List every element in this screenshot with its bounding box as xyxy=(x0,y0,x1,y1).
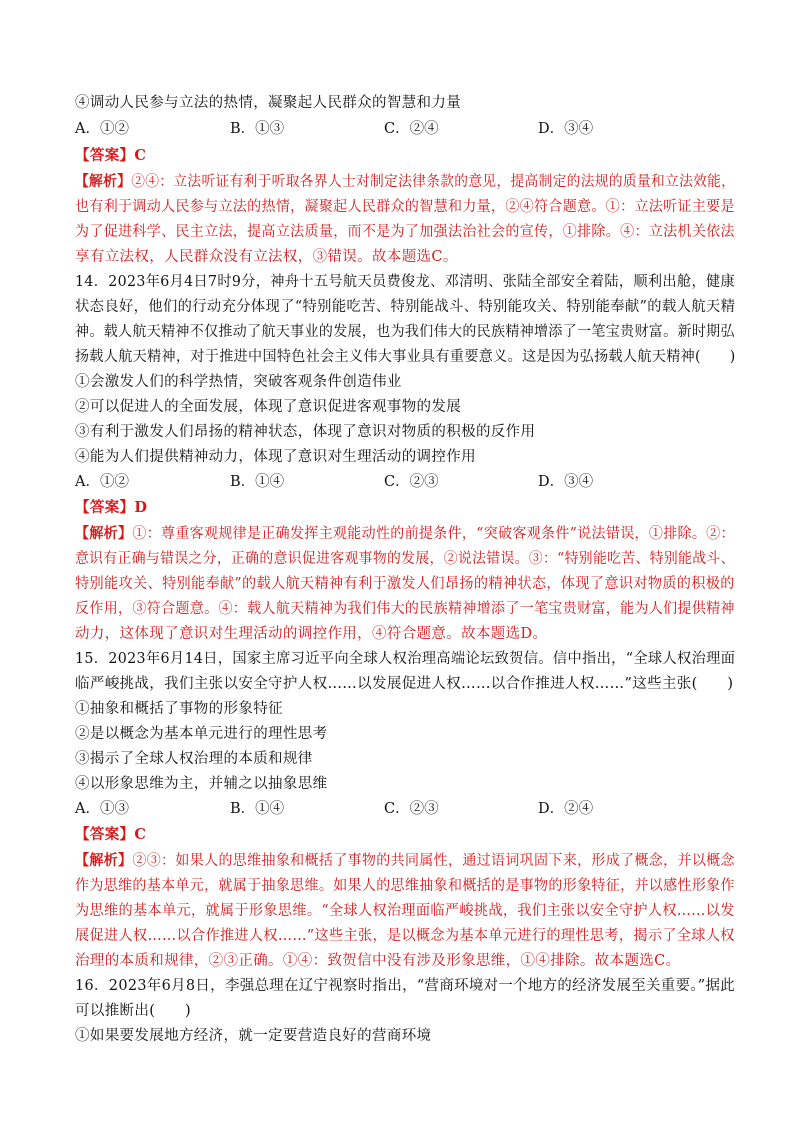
q14-option-d: D．③④ xyxy=(538,474,594,490)
q15-item-2: ②是以概念为基本单元进行的理性思考 xyxy=(75,726,328,742)
q14-option-b: B．①④ xyxy=(230,474,285,490)
q15-answer xyxy=(75,825,735,845)
q14-analysis-line: 反作用，③符合题意。④：载人航天精神为我们伟大的民族精神增添了一笔宝贵财富，能为人们提供精神 xyxy=(75,601,735,617)
q14-item-1: ①会激发人们的科学热情，突破客观条件创造伟业 xyxy=(75,374,402,390)
q14-stem-line: 14．2023年6月4日7时9分，神舟十五号航天员费俊龙、邓清明、张陆全部安全着陆，顺利出舱，健康 xyxy=(75,274,736,290)
q15-analysis-line: 展促进人权……以合作推进人权……”这些主张，是以概念为基本单元进行的理性思考，揭示了全球人权 xyxy=(75,928,735,944)
q14-answer-value: D xyxy=(134,499,148,516)
q15-options xyxy=(75,799,735,819)
q13-analysis-line: 也有利于调动人民参与立法的热情，凝聚起人民群众的智慧和力量，②④符合题意。①：立法听证主要是 xyxy=(75,199,735,215)
q14-answer xyxy=(75,498,735,518)
q14-item-2: ②可以促进人的全面发展，体现了意识促进客观事物的发展 xyxy=(75,399,462,415)
q14-analysis-line: 动力，这体现了意识对生理活动的调控作用，④符合题意。故本题选D。 xyxy=(75,626,548,642)
q14-option-a: A．①② xyxy=(75,474,129,490)
q15-answer-value: C xyxy=(134,826,147,843)
q13-answer-value: C xyxy=(134,147,147,164)
q15-item-3: ③揭示了全球人权治理的本质和规律 xyxy=(75,751,313,767)
q14-stem-line: 神。载人航天精神不仅推动了航天事业的发展，也为我们伟大的民族精神增添了一笔宝贵财富。新时期弘 xyxy=(75,324,735,340)
q14-analysis-line: 意识有正确与错误之分，正确的意识促进客观事物的发展，②说法错误。③：“特别能吃苦、特别能战斗、 xyxy=(75,551,735,567)
q13-analysis-line: 【解析】②④：立法听证有利于听取各界人士对制定法律条款的意见，提高制定的法规的质量和立法效能， xyxy=(75,173,736,190)
q15-item-4: ④以形象思维为主，并辅之以抽象思维 xyxy=(75,776,328,792)
q15-analysis-line: 作为思维的基本单元，就属于抽象思维。如果人的思维抽象和概括的是事物的形象特征，并以感性形象作 xyxy=(75,878,735,894)
q15-option-b: B．①④ xyxy=(230,801,285,817)
q13-answer-tag: 【答案】 xyxy=(75,147,135,164)
q13-options xyxy=(75,119,735,139)
q15-analysis-line: 【解析】②③：如果人的思维抽象和概括了事物的共同属性，通过语词巩固下来，形成了概念，并以概念 xyxy=(75,852,735,869)
q15-analysis-tag: 【解析】 xyxy=(75,852,133,869)
q13-analysis-tag: 【解析】 xyxy=(75,173,132,190)
q14-analysis-tag: 【解析】 xyxy=(75,525,133,542)
q14-analysis-line: 特别能攻关、特别能奉献”的载人航天精神有利于激发人们昂扬的精神状态，体现了意识对物质的积极的 xyxy=(75,576,735,592)
q13-analysis-line: 为了促进科学、民主立法，提高立法质量，而不是为了加强法治社会的宣传，①排除。④：立法机关依法 xyxy=(75,224,735,240)
q16-stem-line: 16．2023年6月8日，李强总理在辽宁视察时指出，“营商环境对一个地方的经济发展至关重要。”据此 xyxy=(75,978,736,994)
q13-option-d: D．③④ xyxy=(538,121,594,137)
q16-stem-line: 可以推断出( ) xyxy=(75,1003,191,1019)
q13-analysis-line: 享有立法权，人民群众没有立法权，③错误。故本题选C。 xyxy=(75,249,458,265)
q14-analysis-line: 【解析】①：尊重客观规律是正确发挥主观能动性的前提条件，“突破客观条件”说法错误，①排除。②： xyxy=(75,525,735,542)
q15-analysis-line: 治理的本质和规律，②③正确。①④：致贺信中没有涉及形象思维，①④排除。故本题选C。 xyxy=(75,953,681,969)
q13-answer xyxy=(75,146,735,166)
q15-option-d: D．②④ xyxy=(538,801,594,817)
q15-stem-line: 临严峻挑战，我们主张以安全守护人权……以发展促进人权……以合作推进人权……”这些主张( ) xyxy=(75,676,734,692)
q15-answer-tag: 【答案】 xyxy=(75,826,135,843)
q15-item-1: ①抽象和概括了事物的形象特征 xyxy=(75,701,283,717)
q15-stem-line: 15．2023年6月14日，国家主席习近平向全球人权治理高端论坛致贺信。信中指出，“全球人权治理面 xyxy=(75,651,736,667)
q15-analysis-line: 为思维的基本单元，就属于形象思维。“全球人权治理面临严峻挑战，我们主张以安全守护人权……以发 xyxy=(75,903,735,919)
q13-option-c: C．②④ xyxy=(384,121,439,137)
q14-item-3: ③有利于激发人们昂扬的精神状态，体现了意识对物质的积极的反作用 xyxy=(75,424,536,440)
q14-answer-tag: 【答案】 xyxy=(75,499,135,516)
q15-option-a: A．①③ xyxy=(75,801,129,817)
q13-item-4: ④调动人民参与立法的热情，凝聚起人民群众的智慧和力量 xyxy=(75,95,462,111)
q14-option-c: C．②③ xyxy=(384,474,439,490)
q14-stem-line: 状态良好，他们的行动充分体现了“特别能吃苦、特别能战斗、特别能攻关、特别能奉献”的载人航天精 xyxy=(75,299,736,315)
q16-item-1: ①如果要发展地方经济，就一定要营造良好的营商环境 xyxy=(75,1028,432,1044)
q13-option-b: B．①③ xyxy=(230,121,285,137)
q14-stem-line: 扬载人航天精神，对于推进中国特色社会主义伟大事业具有重要意义。这是因为弘扬载人航天精神( ) xyxy=(75,349,736,365)
q13-option-a: A．①② xyxy=(75,121,129,137)
q15-option-c: C．②③ xyxy=(384,801,439,817)
q14-item-4: ④能为人们提供精神动力，体现了意识对生理活动的调控作用 xyxy=(75,449,476,465)
q14-options xyxy=(75,472,735,492)
